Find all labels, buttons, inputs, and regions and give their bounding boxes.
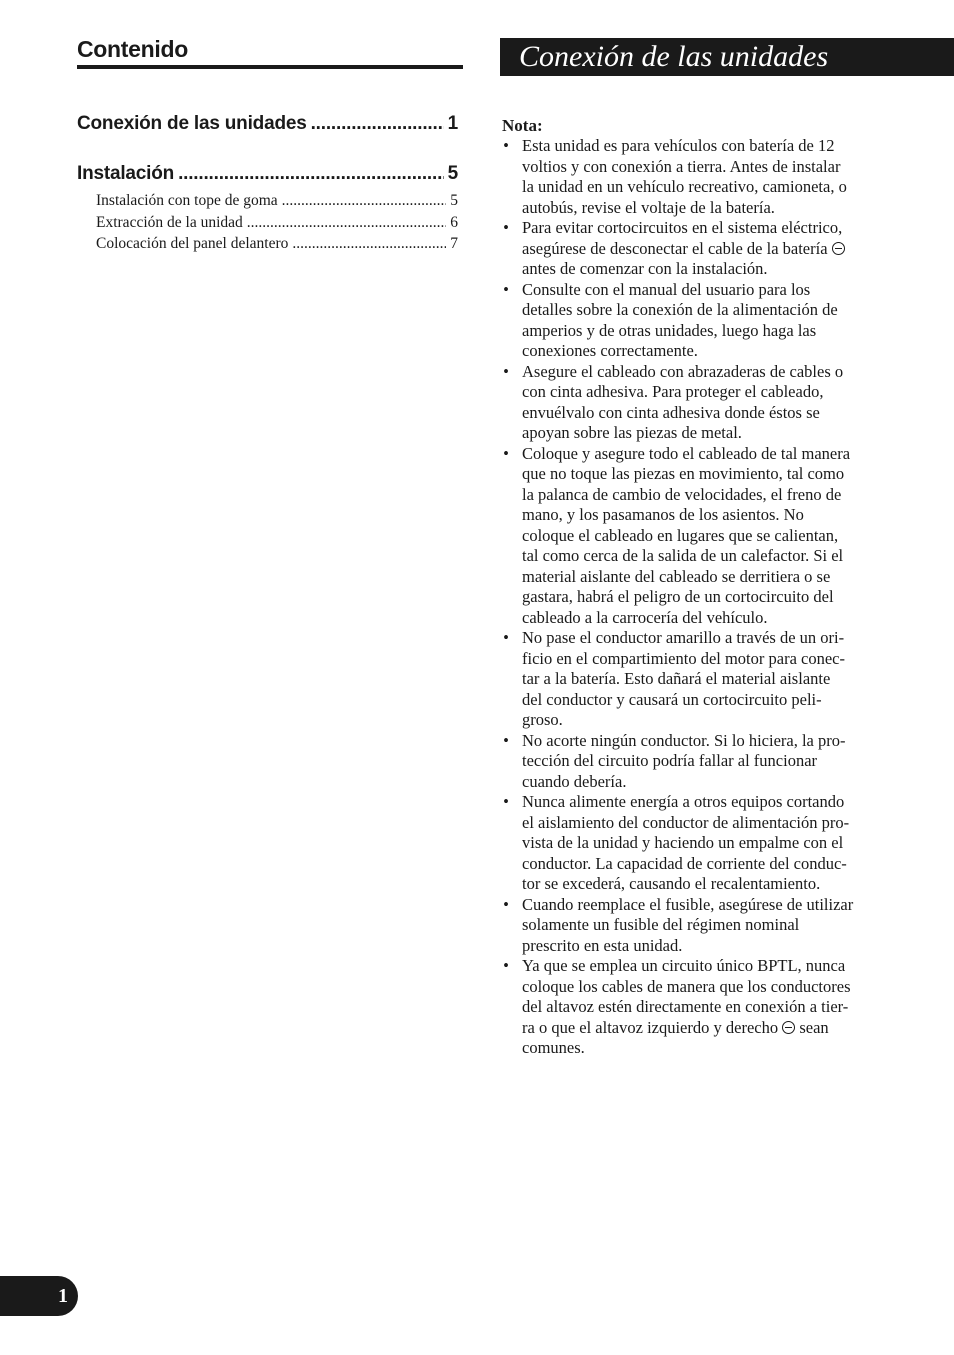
note-line-text: conductor. La capacidad de corriente del conduc- — [522, 853, 847, 873]
toc-subentry-label: Colocación del panel delantero — [96, 235, 289, 252]
note-line-text: cableado a la carrocería del vehículo. — [522, 607, 768, 627]
note-line-text: material aislante del cableado se derritiera o se — [522, 566, 831, 586]
bullet-icon: • — [503, 730, 509, 750]
note-line-text: prescrito en esta unidad. — [522, 935, 683, 955]
page-number-tab — [0, 1276, 78, 1316]
note-line — [522, 259, 890, 280]
negative-terminal-icon — [782, 1021, 795, 1034]
bullet-icon: • — [503, 628, 509, 647]
note-line — [522, 280, 890, 301]
note-label: Nota: — [502, 116, 543, 135]
note-line-text: comunes. — [522, 1038, 585, 1057]
toc-subentry-tope-goma[interactable] — [96, 192, 458, 210]
note-line-text: Ya que se emplea un circuito único BPTL, nunca — [522, 956, 846, 975]
toc-entry-page: 5 — [447, 163, 458, 184]
toc-entry-page: 1 — [447, 113, 458, 134]
note-line-text: voltios y con conexión a tierra. Antes de instalar — [522, 156, 841, 176]
note-line — [522, 587, 890, 608]
bullet-icon: • — [503, 956, 509, 975]
note-line-text: No acorte ningún conductor. Si lo hiciera, la pro- — [522, 730, 846, 750]
note-line — [522, 567, 890, 588]
bullet-icon: • — [503, 443, 509, 463]
note-item — [500, 895, 890, 957]
toc-subentry-panel-delantero[interactable] — [96, 235, 458, 253]
note-line-text: asegúrese de desconectar el cable de la batería — [522, 238, 828, 258]
negative-terminal-icon — [832, 242, 845, 255]
note-line-text: ficio en el compartimiento del motor para conec- — [522, 648, 845, 668]
toc-leader — [247, 214, 446, 232]
note-line — [522, 1018, 890, 1039]
toc-leader — [292, 235, 446, 253]
note-line — [522, 915, 890, 936]
toc-subentry-page: 6 — [450, 214, 458, 231]
note-line — [522, 874, 890, 895]
note-line-text: tal como cerca de la salida de un calefactor. Si el — [522, 546, 844, 565]
note-line — [522, 1038, 890, 1059]
note-line — [522, 300, 890, 321]
note-line — [522, 997, 890, 1018]
notes-list — [500, 136, 890, 1059]
note-line-text: cuando debería. — [522, 771, 627, 791]
note-item — [500, 628, 890, 731]
note-line-text: Cuando reemplace el fusible, asegúrese de utilizar — [522, 894, 854, 914]
note-line-text: conexiones correctamente. — [522, 341, 698, 360]
note-line-text: gastara, habrá el peligro de un cortocircuito del — [522, 587, 834, 606]
note-line-text: groso. — [522, 710, 563, 729]
note-item — [500, 218, 890, 280]
note-line — [522, 444, 890, 465]
note-line — [522, 813, 890, 834]
note-line — [522, 382, 890, 403]
note-line — [522, 710, 890, 731]
note-line-text: con cinta adhesiva. Para proteger el cableado, — [522, 382, 824, 401]
note-line-text: apoyan sobre las piezas de metal. — [522, 423, 742, 442]
bullet-icon: • — [503, 218, 509, 237]
toc-subentry-label: Extracción de la unidad — [96, 214, 243, 231]
note-line — [522, 239, 890, 260]
note-line-text: solamente un fusible del régimen nominal — [522, 915, 800, 934]
toc-heading: Contenido — [77, 34, 463, 69]
note-item — [500, 280, 890, 362]
note-line — [522, 731, 890, 752]
note-line-text: Coloque y asegure todo el cableado de tal manera — [522, 443, 851, 463]
toc-entry-instalacion[interactable] — [77, 163, 458, 185]
note-line — [522, 936, 890, 957]
note-line — [522, 649, 890, 670]
note-line — [522, 157, 890, 178]
bullet-icon: • — [503, 894, 509, 914]
toc-entry-label: Conexión de las unidades — [77, 113, 307, 134]
note-item — [500, 956, 890, 1059]
note-line-text: del altavoz estén directamente en conexión a tier- — [522, 997, 849, 1016]
toc-subentry-label: Instalación con tope de goma — [96, 192, 278, 209]
toc-entry-conexion[interactable] — [77, 113, 458, 135]
toc-entry-label: Instalación — [77, 163, 175, 184]
bullet-icon: • — [503, 279, 509, 299]
note-line-text: vista de la unidad y haciendo un empalme con el — [522, 833, 844, 852]
note-line — [522, 177, 890, 198]
note-line — [522, 218, 890, 239]
note-line-text: la palanca de cambio de velocidades, el freno de — [522, 484, 842, 504]
note-line-text: Asegure el cableado con abrazaderas de cables o — [522, 361, 844, 381]
note-line-text: No pase el conductor amarillo a través de un ori- — [522, 628, 845, 647]
note-line — [522, 956, 890, 977]
note-line — [522, 833, 890, 854]
note-line — [522, 362, 890, 383]
note-line — [522, 464, 890, 485]
note-item — [500, 444, 890, 629]
toc-leader — [311, 113, 444, 135]
toc-leader — [178, 163, 444, 185]
note-line — [522, 854, 890, 875]
note-line — [522, 772, 890, 793]
note-line — [522, 341, 890, 362]
note-line-text: ra o que el altavoz izquierdo y derecho — [522, 1017, 779, 1037]
note-line — [522, 403, 890, 424]
note-item — [500, 362, 890, 444]
note-line — [522, 198, 890, 219]
note-line-text: tección del circuito podría fallar al funcionar — [522, 751, 818, 770]
note-line-text: la unidad en un vehículo recreativo, camioneta, o — [522, 177, 847, 196]
bullet-icon: • — [503, 792, 509, 811]
note-line — [522, 423, 890, 444]
note-line — [522, 895, 890, 916]
note-item — [500, 731, 890, 793]
note-line-text: amperios y de otras unidades, luego haga las — [522, 320, 817, 340]
toc-subentry-page: 7 — [450, 235, 458, 252]
bullet-icon: • — [503, 136, 509, 155]
note-line-text: detalles sobre la conexión de la alimentación de — [522, 300, 838, 319]
toc-subentry-page: 5 — [450, 192, 458, 209]
note-line — [522, 977, 890, 998]
note-line-suffix: sean — [799, 1017, 829, 1037]
toc-subentry-extraccion[interactable] — [96, 214, 458, 232]
note-line — [522, 669, 890, 690]
note-line — [522, 321, 890, 342]
note-line — [522, 485, 890, 506]
note-line-text: el aislamiento del conductor de alimentación pro- — [522, 812, 850, 832]
note-line-text: que no toque las piezas en movimiento, tal como — [522, 464, 845, 483]
note-line-text: Para evitar cortocircuitos en el sistema eléctrico, — [522, 218, 843, 237]
note-line-text: envuélvalo con cinta adhesiva donde éstos se — [522, 402, 820, 422]
note-item — [500, 792, 890, 895]
section-title-text: Conexión de las unidades — [519, 40, 829, 73]
bullet-icon: • — [503, 361, 509, 381]
note-line-text: coloque el cableado en lugares que se calientan, — [522, 525, 839, 545]
note-line-text: Nunca alimente energía a otros equipos cortando — [522, 792, 845, 811]
note-line — [522, 628, 890, 649]
note-line — [522, 505, 890, 526]
note-line — [522, 608, 890, 629]
note-line — [522, 546, 890, 567]
note-line-text: autobús, revise el voltaje de la batería. — [522, 197, 775, 217]
note-line-text: Esta unidad es para vehículos con batería de 12 — [522, 136, 835, 155]
note-line — [522, 751, 890, 772]
note-line-text: coloque los cables de manera que los conductores — [522, 976, 851, 996]
note-line-text: mano, y los pasamanos de los asientos. No — [522, 505, 804, 524]
note-line-text: tor se excederá, causando el recalentamiento. — [522, 874, 821, 893]
section-title — [500, 38, 954, 76]
note-line-text: antes de comenzar con la instalación. — [522, 259, 768, 278]
toc-leader — [282, 192, 447, 210]
note-line-text: Consulte con el manual del usuario para los — [522, 279, 811, 299]
note-line — [522, 136, 890, 157]
note-line — [522, 690, 890, 711]
note-line-text: del conductor y causará un cortocircuito peli- — [522, 689, 822, 709]
page-number: 1 — [58, 1285, 68, 1307]
note-item — [500, 136, 890, 218]
note-line — [522, 526, 890, 547]
note-line-text: tar a la batería. Esto dañará el material aislante — [522, 669, 831, 688]
note-line — [522, 792, 890, 813]
